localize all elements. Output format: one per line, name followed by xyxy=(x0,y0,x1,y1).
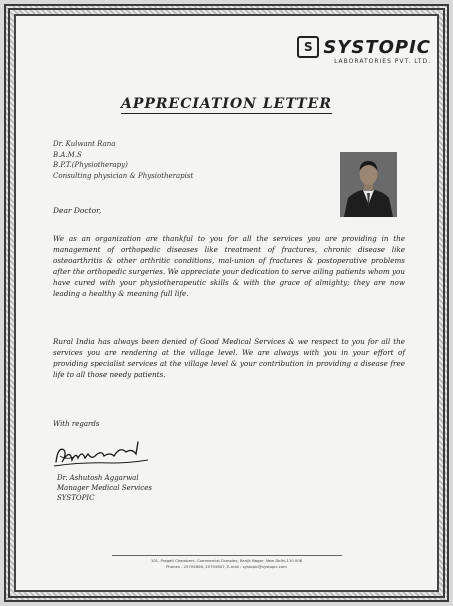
logo-subtitle: LABORATORIES PVT. LTD. xyxy=(334,58,431,65)
recipient-photo xyxy=(340,152,397,217)
signer-name: Dr. Ashutosh Aggarwal xyxy=(57,474,139,482)
greeting: Dear Doctor, xyxy=(53,206,102,215)
company-logo xyxy=(297,36,431,65)
recipient-qualification: B.P.T.(Physiotherapy) xyxy=(53,161,128,169)
body-paragraph-2: Rural India has always been denied of Good Medical Services & we respect to you for all the services you are rendering at the village level. We are always with you in your effort of providing specialist services at the village level & your contribution in providing a disease free life to all those needy patients. xyxy=(53,337,405,379)
footer xyxy=(0,555,453,570)
signer-title: Manager Medical Services xyxy=(57,484,152,492)
signer-block xyxy=(57,473,152,503)
footer-rule xyxy=(112,555,342,556)
recipient-role: Consulting physician & Physiotherapist xyxy=(53,171,194,180)
closing: With regards xyxy=(53,420,100,428)
logo-name: SYSTOPIC xyxy=(323,36,431,58)
signature xyxy=(52,436,152,476)
logo-mark-icon: S xyxy=(297,36,319,58)
footer-address: 101, Pragati Chambers, Commercial Complex, Ranjit Nagar, New Delhi-110 008 xyxy=(150,558,303,563)
recipient-name: Dr. Kulwant Rana xyxy=(53,140,116,148)
recipient-block xyxy=(53,139,193,181)
letter-title: APPRECIATION LETTER xyxy=(120,96,332,112)
recipient-degree: B.A.M.S xyxy=(53,150,82,159)
signer-company: SYSTOPIC xyxy=(57,494,95,502)
body-paragraph-1: We as an organization are thankful to you for all the services you are providing in the management of orthopedic diseases like treatment of fractures, chronic disease like osteoarthritis & other arthritic conditions, mal-union of fractures & postoperative problems after the orthopedic surgeries. We appreciate your dedication to serve ailing patients whom you have cured with your physiotherapeutic skills & with the grace of almighty; they are now leading a healthy & meaning full life. xyxy=(53,234,405,298)
footer-contact: Phones : 25705608, 25705607, E-mail : systopic@systopic.com xyxy=(166,564,287,569)
